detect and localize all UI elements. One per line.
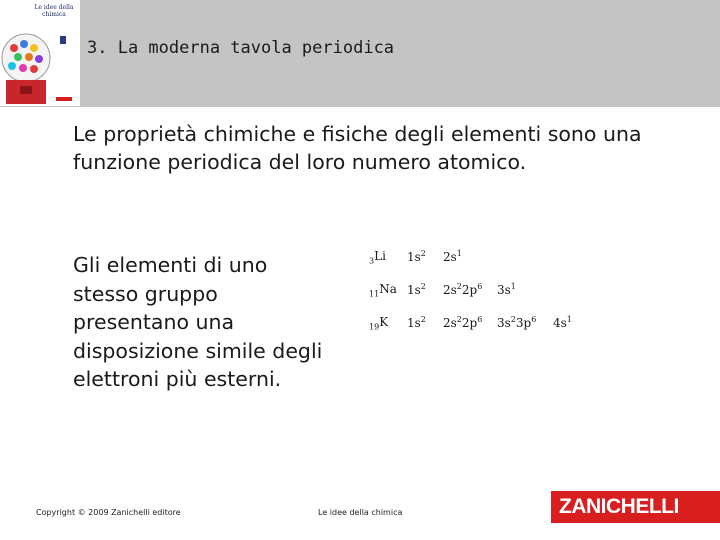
intro-paragraph: Le proprietà chimiche e fisiche degli elementi sono una funzione periodica del loro numero atomico. bbox=[73, 122, 642, 174]
orbital-configuration: $3s^1$ bbox=[497, 282, 516, 297]
orbital-configuration: $4s^1$ bbox=[553, 315, 572, 330]
element-symbol: $_3$Li bbox=[369, 249, 386, 266]
slide-title: 3. La moderna tavola periodica bbox=[87, 38, 395, 58]
body-paragraph: Gli elementi di uno stesso gruppo presentano una disposizione simile degli elettroni più esterni. bbox=[73, 253, 323, 392]
orbital-configuration: $1s^2$ bbox=[407, 315, 426, 330]
orbital-configuration: $2s^22p^6$ bbox=[443, 315, 483, 330]
element-symbol: $_{19}$K bbox=[369, 315, 389, 332]
footer-copyright: Copyright © 2009 Zanichelli editore bbox=[36, 508, 181, 517]
orbital-configuration: $1s^2$ bbox=[407, 282, 426, 297]
footer-book-title: Le idee della chimica bbox=[318, 508, 403, 517]
book-cover-image bbox=[0, 0, 80, 106]
orbital-configuration: $2s^1$ bbox=[443, 249, 462, 264]
orbital-configuration: $1s^2$ bbox=[407, 249, 426, 264]
orbital-configuration: $2s^22p^6$ bbox=[443, 282, 483, 297]
orbital-configuration: $3s^23p^6$ bbox=[497, 315, 537, 330]
publisher-logo: ZANICHELLI bbox=[551, 491, 720, 523]
element-symbol: $_{11}$Na bbox=[369, 282, 397, 299]
book-cover-title: Le idee della chimica bbox=[34, 4, 74, 18]
